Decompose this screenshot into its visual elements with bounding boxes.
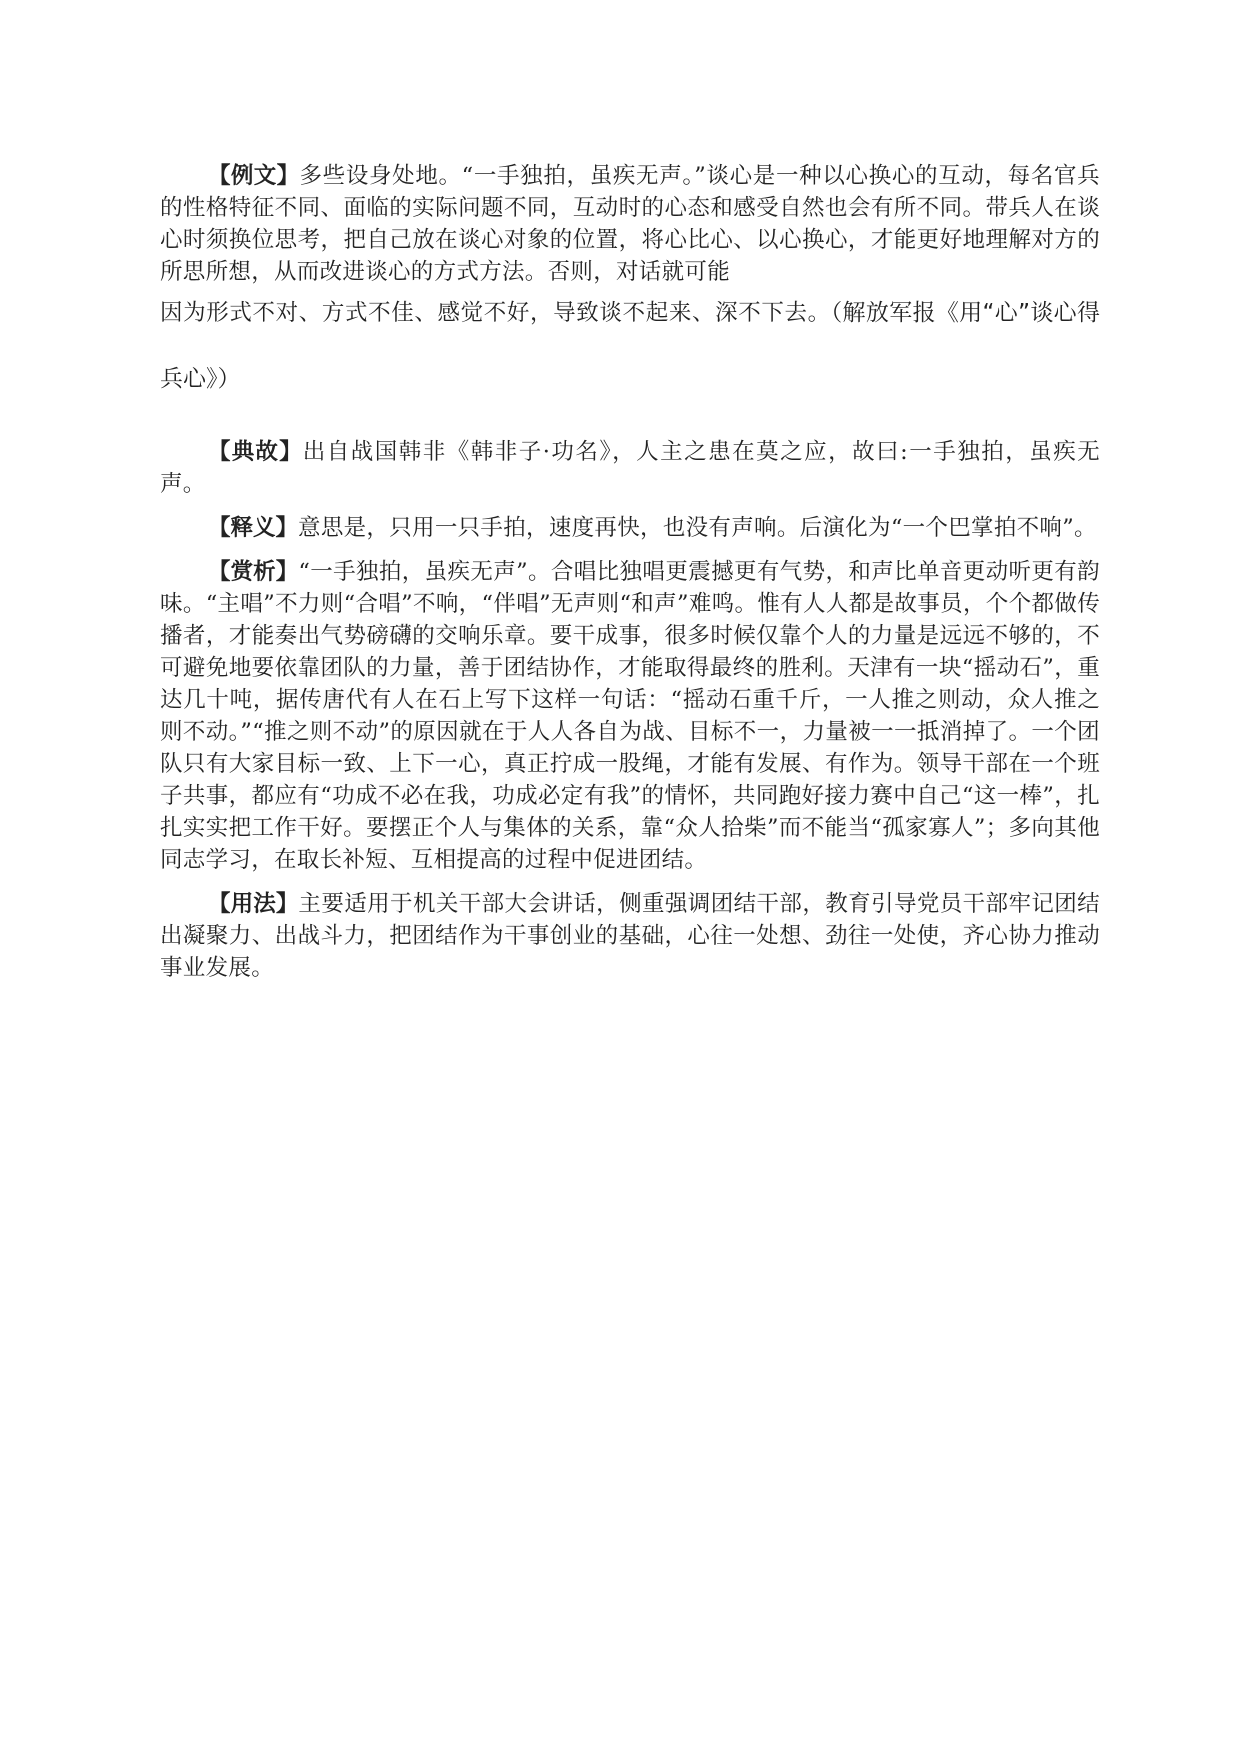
meaning-tag: 【释义】	[208, 515, 299, 541]
allusion-paragraph	[160, 436, 1100, 500]
usage-tag: 【用法】	[208, 891, 299, 917]
usage-paragraph	[160, 888, 1100, 984]
example-text: 多些设身处地。“一手独拍，虽疾无声。”谈心是一种以心换心的互动，每名官兵的性格特征不同、面临的实际问题不同，互动时的心态和感受自然也会有所不同。带兵人在谈心时须换位思考，把自己放在谈心对象的位置，将心比心、以心换心，才能更好地理解对方的所思所想，从而改进谈心的方式方法。否则，对话就可能	[160, 163, 1100, 285]
appreciation-text: “一手独拍，虽疾无声”。合唱比独唱更震撼更有气势，和声比单音更动听更有韵味。“主唱”不力则“合唱”不响，“伴唱”无声则“和声”难鸣。惟有人人都是故事员，个个都做传播者，才能奏出气势磅礴的交响乐章。要干成事，很多时候仅靠个人的力量是远远不够的，不可避免地要依靠团队的力量，善于团结协作，才能取得最终的胜利。天津有一块“摇动石”，重达几十吨，据传唐代有人在石上写下这样一句话：“摇动石重千斤，一人推之则动，众人推之则不动。”“推之则不动”的原因就在于人人各自为战、目标不一，力量被一一抵消掉了。一个团队只有大家目标一致、上下一心，真正拧成一股绳，才能有发展、有作为。领导干部在一个班子共事，都应有“功成不必在我，功成必定有我”的情怀，共同跑好接力赛中自己“这一棒”，扎扎实实把工作干好。要摆正个人与集体的关系，靠“众人拾柴”而不能当“孤家寡人”；多向其他同志学习，在取长补短、互相提高的过程中促进团结。	[160, 559, 1100, 873]
appreciation-tag: 【赏析】	[208, 559, 299, 585]
allusion-tag: 【典故】	[208, 439, 303, 465]
meaning-text: 意思是，只用一只手拍，速度再快，也没有声响。后演化为“一个巴掌拍不响”。	[298, 515, 1097, 541]
allusion-text: 出自战国韩非《韩非子·功名》，人主之患在莫之应，故曰:一手独拍，虽疾无声。	[160, 439, 1100, 497]
document-page	[160, 160, 1100, 996]
example-tag: 【例文】	[208, 163, 300, 189]
meaning-paragraph	[160, 512, 1100, 544]
usage-text: 主要适用于机关干部大会讲话，侧重强调团结干部，教育引导党员干部牢记团结出凝聚力、出战斗力，把团结作为干事创业的基础，心往一处想、劲往一处使，齐心协力推动事业发展。	[160, 891, 1100, 981]
example-paragraph	[160, 160, 1100, 412]
example-source: （解放军报《用“心”谈心得兵心》）	[160, 300, 1100, 392]
appreciation-paragraph	[160, 556, 1100, 876]
example-tail	[160, 280, 1100, 412]
example-tail-text: 因为形式不对、方式不佳、感觉不好，导致谈不起来、深不下去。	[160, 300, 831, 326]
